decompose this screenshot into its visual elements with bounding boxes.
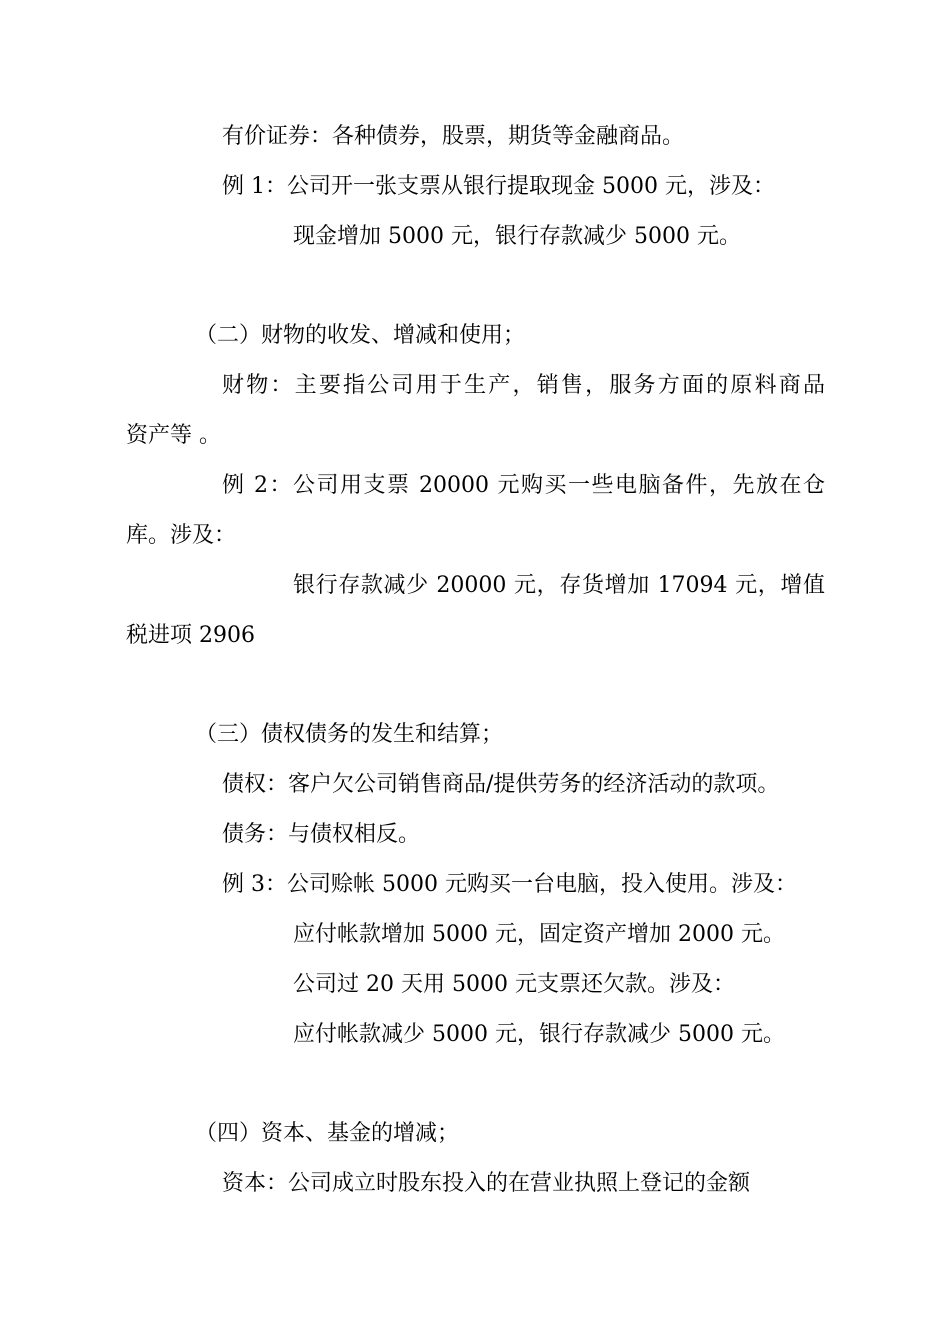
example-2-cont: 库。涉及： xyxy=(126,523,237,548)
example-1-result: 现金增加 5000 元，银行存款减少 5000 元。 xyxy=(293,224,741,249)
paragraph-creditor-rights: 债权：客户欠公司销售商品/提供劳务的经济活动的款项。 xyxy=(222,772,780,797)
example-1: 例 1：公司开一张支票从银行提取现金 5000 元，涉及： xyxy=(222,174,775,199)
example-3: 例 3：公司赊帐 5000 元购买一台电脑，投入使用。涉及： xyxy=(222,872,797,897)
paragraph-capital: 资本：公司成立时股东投入的在营业执照上登记的金额 xyxy=(222,1171,751,1196)
example-3-repayment-result: 应付帐款减少 5000 元，银行存款减少 5000 元。 xyxy=(293,1022,785,1047)
example-2-result: 银行存款减少 20000 元，存货增加 17094 元，增值 xyxy=(293,573,825,598)
paragraph-property: 财物：主要指公司用于生产，销售，服务方面的原料商品 xyxy=(222,373,825,398)
paragraph-debts: 债务：与债权相反。 xyxy=(222,822,421,847)
paragraph-property-cont: 资产等 。 xyxy=(126,423,221,448)
example-2: 例 2：公司用支票 20000 元购买一些电脑备件，先放在仓 xyxy=(222,473,825,498)
paragraph-securities: 有价证券：各种债券，股票，期货等金融商品。 xyxy=(222,124,685,149)
section-heading-4: （四）资本、基金的增减； xyxy=(195,1121,460,1146)
section-heading-3: （三）债权债务的发生和结算； xyxy=(195,722,504,747)
section-heading-2: （二）财物的收发、增减和使用； xyxy=(195,323,526,348)
example-2-result-cont: 税进项 2906 xyxy=(126,623,255,648)
example-3-result: 应付帐款增加 5000 元，固定资产增加 2000 元。 xyxy=(293,922,785,947)
example-3-repayment: 公司过 20 天用 5000 元支票还欠款。涉及： xyxy=(293,972,735,997)
